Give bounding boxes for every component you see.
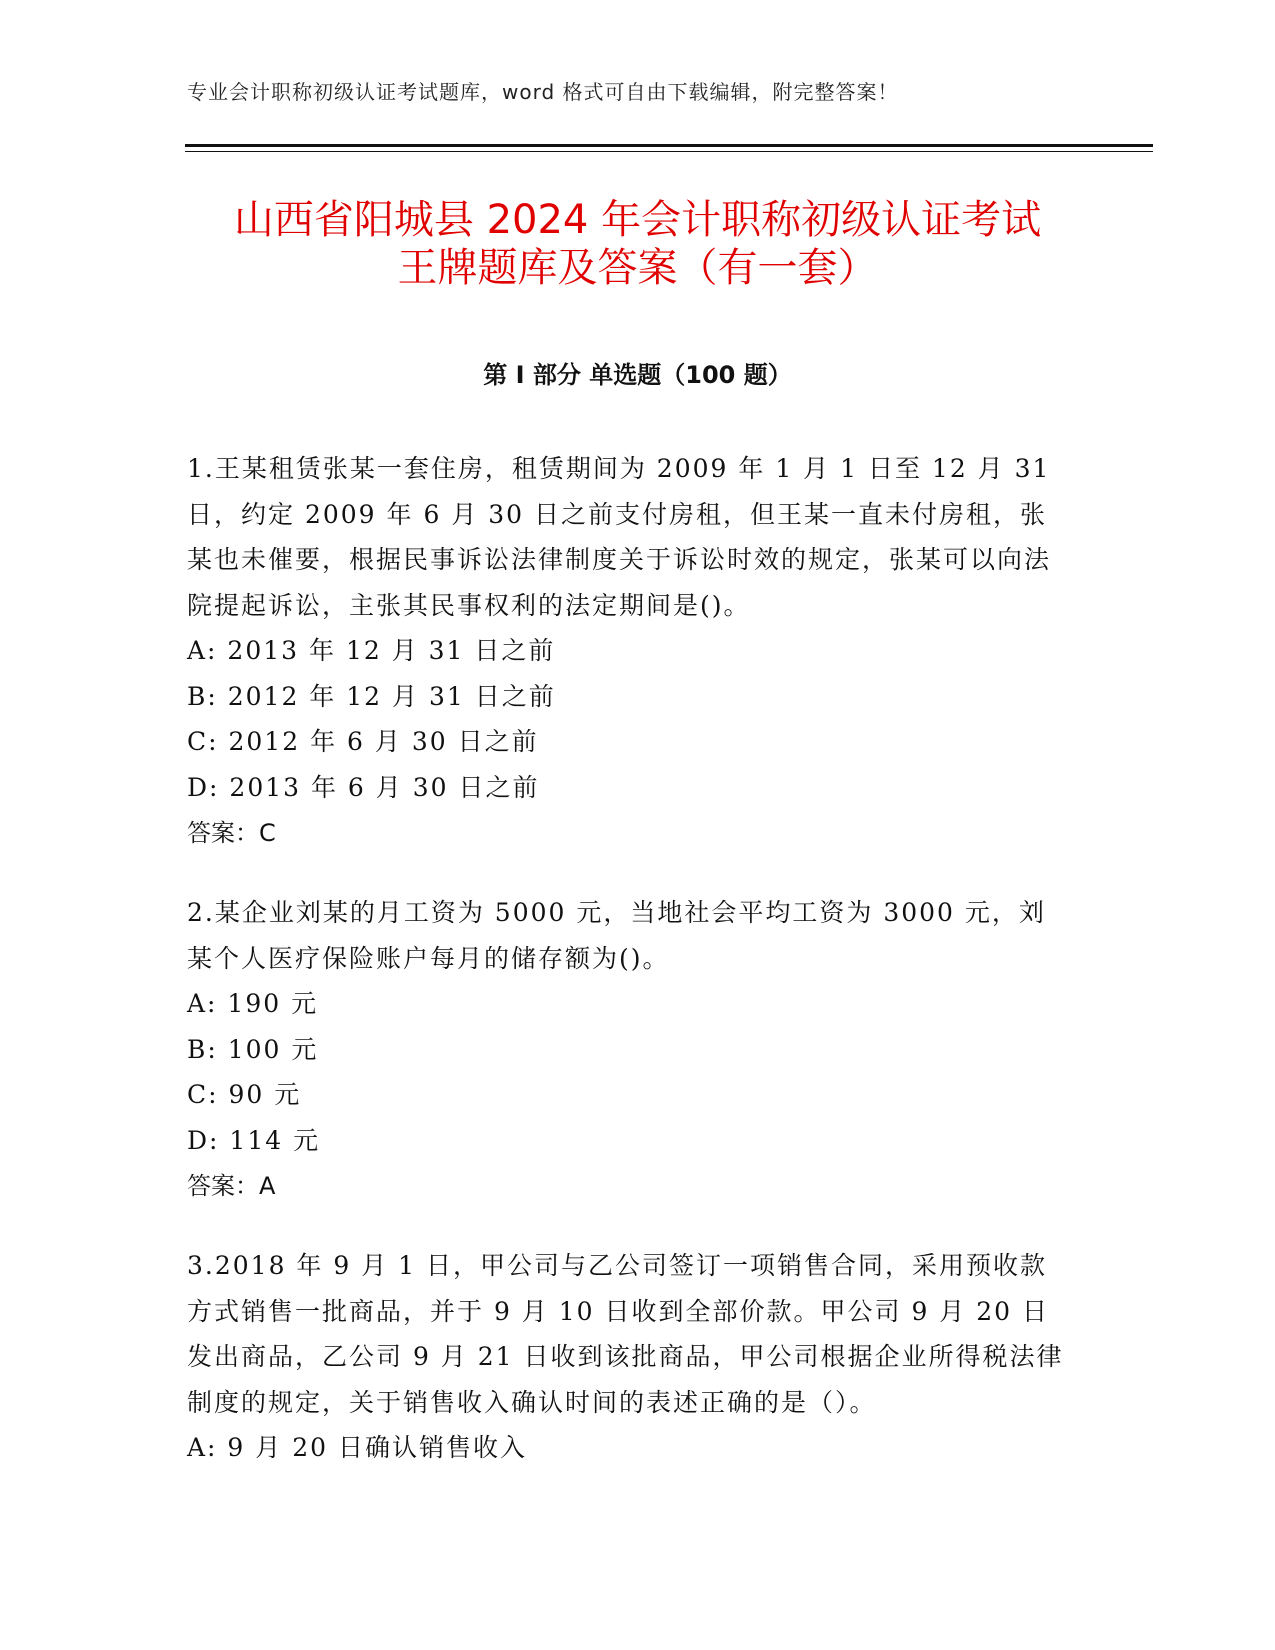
answer: 答案：C	[187, 819, 276, 847]
document-title-line-1: 山西省阳城县 2024 年会计职称初级认证考试	[233, 197, 1042, 243]
question-1	[187, 446, 1067, 856]
option-c: C: 90 元	[187, 1080, 302, 1109]
option-c: C: 2012 年 6 月 30 日之前	[187, 727, 539, 756]
option-b: B: 2012 年 12 月 31 日之前	[187, 681, 556, 711]
question-stem: 1.王某租赁张某一套住房，租赁期间为 2009 年 1 月 1 日至 12 月 31 日，约定 2009 年 6 月 30 日之前支付房租，但王某一直未付房租，张某也未催要，根据民事诉讼法律制度关于诉讼时效的规定，张某可以向法院提起诉讼，主张其民事权利的法定期间是()。	[187, 454, 1052, 620]
header-rule-thin	[185, 151, 1153, 152]
section-heading: 第 I 部分 单选题（100 题）	[483, 361, 792, 389]
question-list	[187, 446, 1067, 1505]
option-a: A: 190 元	[187, 989, 319, 1018]
page-header-note: 专业会计职称初级认证考试题库，word 格式可自由下载编辑，附完整答案！	[187, 80, 899, 104]
document-title	[160, 196, 1115, 292]
option-a: A: 2013 年 12 月 31 日之前	[187, 636, 556, 665]
option-a: A: 9 月 20 日确认销售收入	[187, 1433, 527, 1462]
document-title-line-2: 王牌题库及答案（有一套）	[397, 245, 878, 291]
option-d: D: 2013 年 6 月 30 日之前	[187, 772, 540, 802]
question-stem: 2.某企业刘某的月工资为 5000 元，当地社会平均工资为 3000 元，刘某个人医疗保险账户每月的储存额为()。	[187, 898, 1046, 973]
answer: 答案：A	[187, 1172, 276, 1200]
question-stem: 3.2018 年 9 月 1 日，甲公司与乙公司签订一项销售合同，采用预收款方式销售一批商品，并于 9 月 10 日收到全部价款。甲公司 9 月 20 日发出商品，乙公司 9 月 21 日收到该批商品，甲公司根据企业所得税法律制度的规定，关于销售收入确认时间的表述正确的是（）。	[187, 1251, 1064, 1417]
question-3	[187, 1243, 1067, 1471]
header-rule-thick	[185, 144, 1153, 147]
question-2	[187, 890, 1067, 1209]
option-b: B: 100 元	[187, 1034, 319, 1064]
option-d: D: 114 元	[187, 1125, 321, 1155]
